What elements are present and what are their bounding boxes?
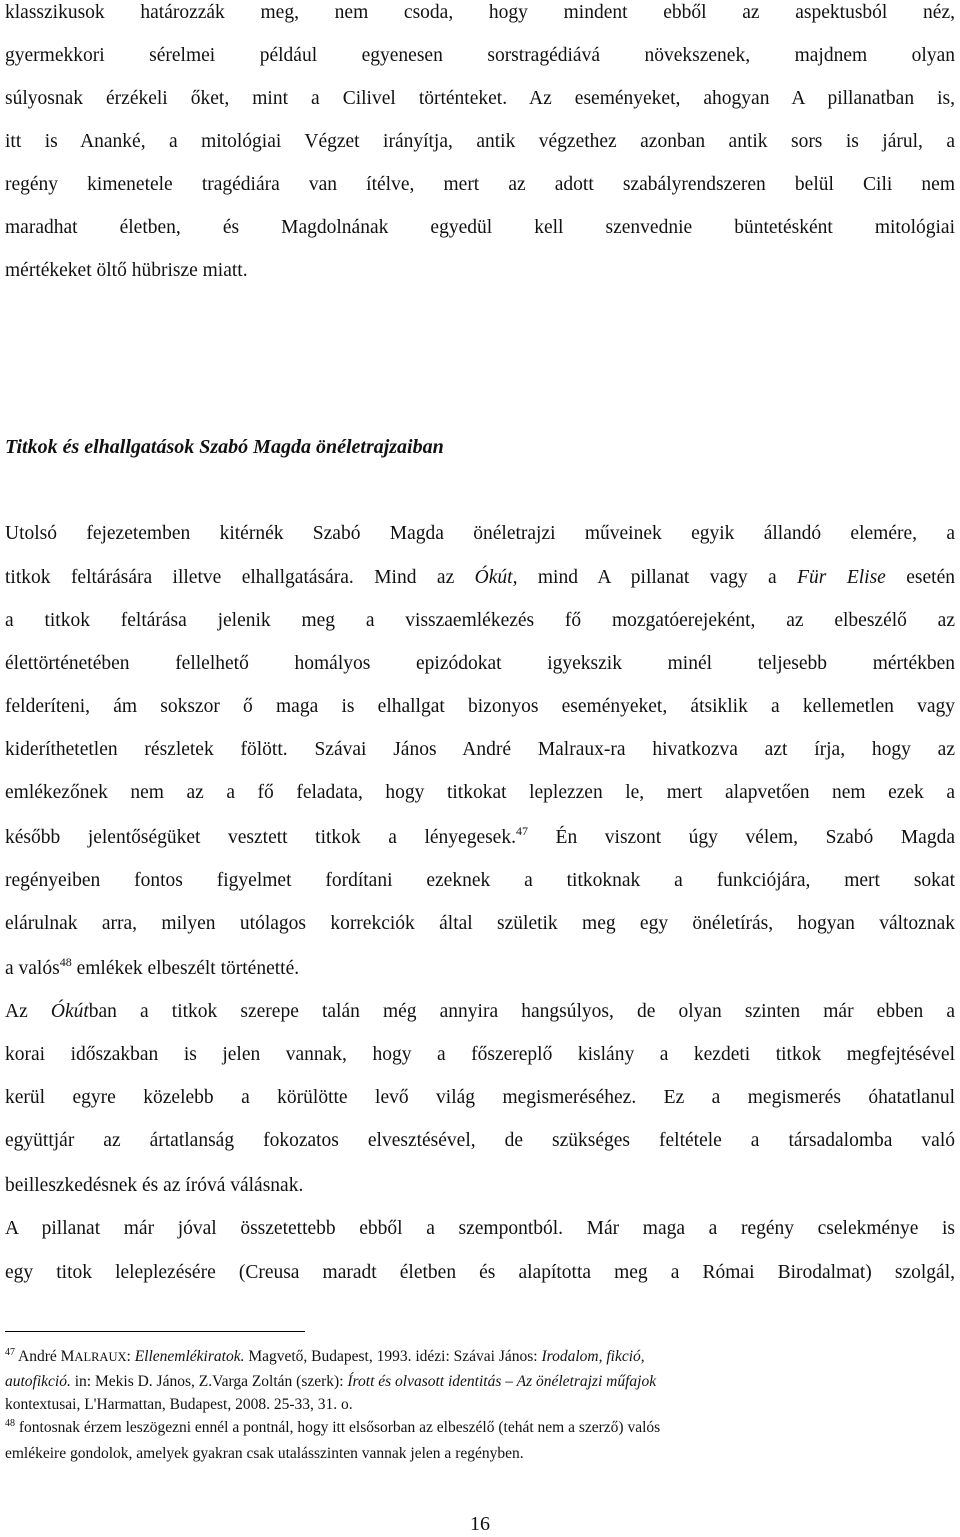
text-run: Én viszont úgy vélem, Szabó Magda bbox=[527, 827, 955, 848]
text-line: regény kimenetele tragédiára van ítélve, mert az adott szabályrendszeren belül Cili nem bbox=[5, 174, 955, 195]
text-run: később jelentőségüket vesztett titkok a lényegesek. bbox=[5, 827, 516, 848]
text-run: Írott és olvasott identitás – Az önéletrajzi műfajok bbox=[347, 1373, 657, 1390]
text-line: maradhat életben, és Magdolnának egyedül kell szenvednie büntetésként mitológiai bbox=[5, 217, 955, 238]
text-line: kerül egyre közelebb a körülötte levő világ megismeréséhez. Ez a megismerés óhatatlanul bbox=[5, 1087, 955, 1108]
text-line bbox=[5, 566, 955, 590]
text-line: korai időszakban is jelen vannak, hogy a főszereplő kislány a kezdeti titkok megfejtésével bbox=[5, 1044, 955, 1065]
text-line: felderíteni, ám sokszor ő maga is elhallgat bizonyos eseményeket, átsiklik a kellemetlen vagy bbox=[5, 696, 955, 717]
text-line bbox=[5, 826, 955, 851]
title-okut: Ókút bbox=[50, 1001, 89, 1022]
text-run: Ellenemlékiratok. bbox=[134, 1348, 245, 1365]
text-line: gyermekkori sérelmei például egyenesen sorstragédiává növekszenek, majdnem olyan bbox=[5, 45, 955, 66]
text-run: in: Mekis D. János, Z.Varga Zoltán (szerk): bbox=[70, 1373, 348, 1390]
footnote-ref-48: 48 bbox=[59, 955, 72, 969]
text-line: emlékezőnek nem az a fő feladata, hogy titkokat leplezzen le, mert alapvetően nem ezek a bbox=[5, 782, 955, 803]
text-run: Magvető, Budapest, 1993. idézi: Szávai János: bbox=[244, 1348, 542, 1365]
footnote-47 bbox=[5, 1347, 955, 1368]
text-run: kontextusai bbox=[5, 1396, 77, 1413]
text-line: regényeiben fontos figyelmet fordítani ezeknek a titkoknak a funkciójára, mert sokat bbox=[5, 870, 955, 891]
text-run: a valós bbox=[5, 958, 60, 979]
text-line: elárulnak arra, milyen utólagos korrekciók által születik meg egy önéletírás, hogyan változnak bbox=[5, 913, 955, 934]
title-fur-elise: Für Elise bbox=[797, 567, 886, 588]
text-line: együttjár az ártatlanság fokozatos elvesztésével, de szükséges feltétele a társadalomba való bbox=[5, 1130, 955, 1151]
footnote-47-line2 bbox=[5, 1372, 955, 1391]
text-run: esetén bbox=[885, 567, 955, 588]
text-run: : bbox=[126, 1348, 135, 1365]
footnote-48-line2: emlékeire gondolok, amelyek gyakran csak utalásszinten vannak jelen a regényben. bbox=[5, 1445, 524, 1462]
page-number: 16 bbox=[470, 1513, 490, 1535]
text-line: A pillanat már jóval összetettebb ebből a szempontból. Már maga a regény cselekménye is bbox=[5, 1218, 955, 1239]
text-line bbox=[5, 957, 955, 982]
footnote-ref-47: 47 bbox=[515, 824, 528, 838]
text-run: , L'Harmattan, Budapest, 2008. 25-33, 31. o. bbox=[76, 1396, 353, 1413]
footnote-separator bbox=[5, 1331, 305, 1332]
text-run: ALRAUX bbox=[74, 1350, 127, 1364]
text-run: , mind A pillanat vagy a bbox=[512, 567, 798, 588]
text-line: súlyosnak érzékeli őket, mint a Cilivel történteket. Az eseményeket, ahogyan A pillanatban is, bbox=[5, 88, 955, 109]
text-line: beilleszkedésnek és az íróvá válásnak. bbox=[5, 1175, 304, 1196]
text-line bbox=[5, 1000, 955, 1024]
text-line: mértékeket öltő hübrisze miatt. bbox=[5, 260, 248, 281]
text-line: itt is Ananké, a mitológiai Végzet irányítja, antik végzethez azonban antik sors is járul, a bbox=[5, 131, 955, 152]
footnote-number: 47 bbox=[5, 1347, 15, 1358]
text-run: Irodalom, fikció, bbox=[541, 1348, 645, 1365]
text-run: titkok feltárására illetve elhallgatására. Mind az bbox=[5, 567, 475, 588]
text-run: André M bbox=[15, 1348, 75, 1365]
text-line: élettörténetében fellelhető homályos epizódokat igyekszik minél teljesebb mértékben bbox=[5, 653, 955, 674]
text-run: autofikció. bbox=[5, 1373, 71, 1390]
text-line: klasszikusok határozzák meg, nem csoda, hogy mindent ebből az aspektusból néz, bbox=[5, 2, 955, 23]
text-run: ban a titkok szerepe talán még annyira hangsúlyos, de olyan szinten már ebben a bbox=[88, 1001, 955, 1022]
text-line: kideríthetetlen részletek fölött. Szávai János André Malraux-ra hivatkozva azt írja, hogy az bbox=[5, 739, 955, 760]
footnote-48 bbox=[5, 1418, 955, 1439]
text-run: Az bbox=[5, 1001, 51, 1022]
section-heading: Titkok és elhallgatások Szabó Magda önéletrajzaiban bbox=[5, 436, 444, 458]
text-run: fontosnak érzem leszögezni ennél a pontnál, hogy itt elsősorban az elbeszélő (tehát nem a szerző) valós bbox=[15, 1419, 661, 1436]
text-line: Utolsó fejezetemben kitérnék Szabó Magda önéletrajzi műveinek egyik állandó elemére, a bbox=[5, 523, 955, 544]
title-okut: Ókút bbox=[474, 567, 513, 588]
text-run: emlékek elbeszélt történetté. bbox=[71, 958, 300, 979]
text-line: a titkok feltárása jelenik meg a visszaemlékezés fő mozgatóerejeként, az elbeszélő az bbox=[5, 610, 955, 631]
text-line: egy titok leleplezésére (Creusa maradt életben és alapította meg a Római Birodalmat) szolgál, bbox=[5, 1262, 955, 1283]
footnote-number: 48 bbox=[5, 1418, 15, 1429]
footnote-47-line3 bbox=[5, 1395, 955, 1414]
